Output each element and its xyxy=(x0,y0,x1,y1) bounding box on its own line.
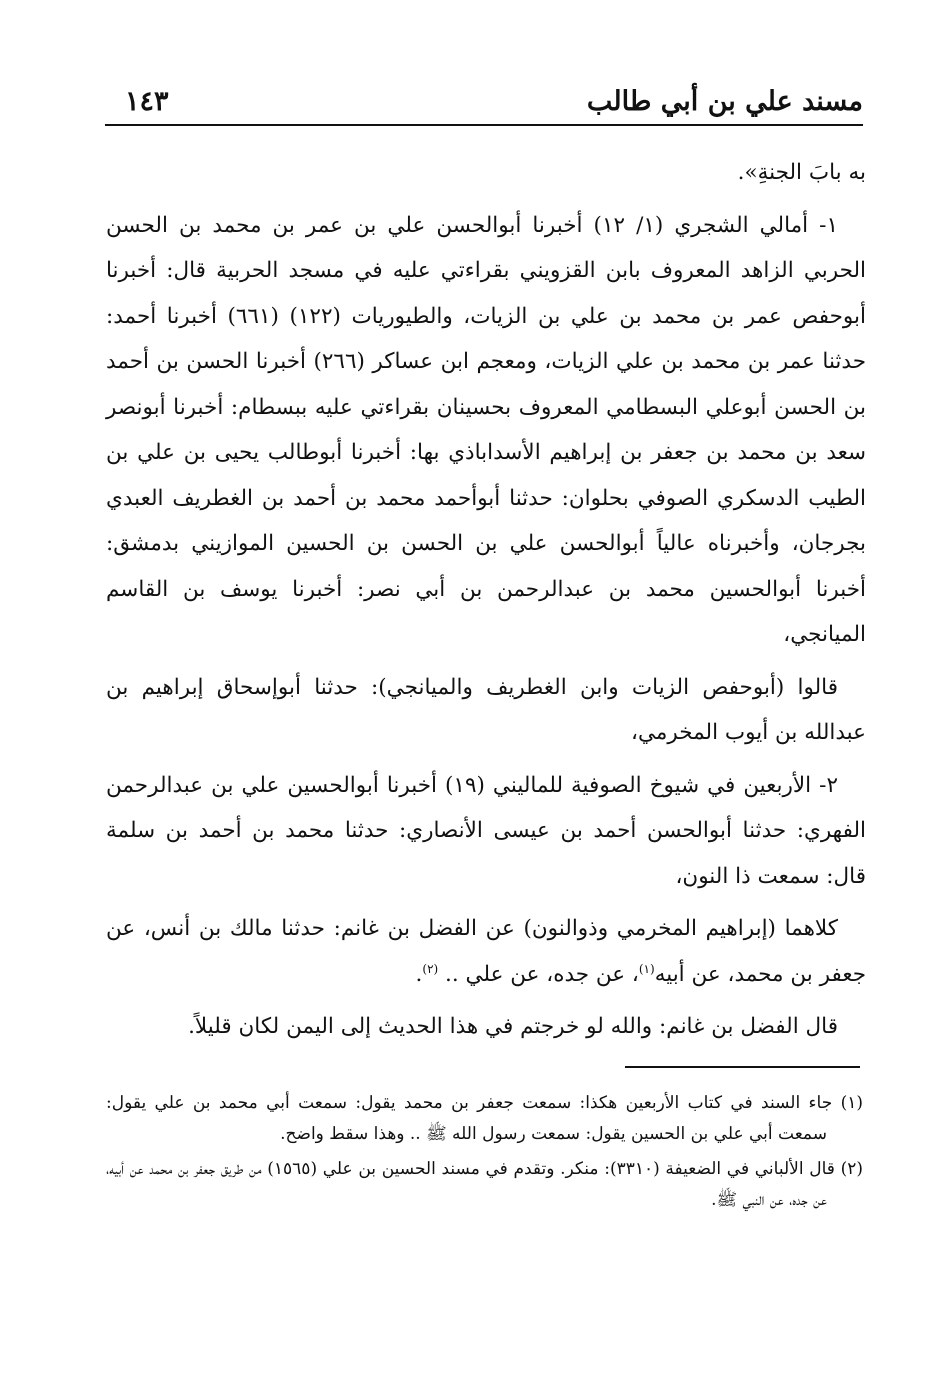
running-header xyxy=(105,84,863,126)
hadith-text-b: ، عن جده، عن علي .. xyxy=(438,961,639,987)
paragraph-chain-merge: قالوا (أبوحفص الزيات وابن الغطريف والميانجي): حدثنا أبوإسحاق إبراهيم بن عبدالله بن أيوب المخرمي، xyxy=(106,674,866,745)
main-text xyxy=(106,150,866,1057)
hadith-text-c: . xyxy=(415,961,423,987)
footnote-1: (١) جاء السند في كتاب الأربعين هكذا: سمعت جعفر بن محمد يقول: سمعت أبي محمد بن علي يقول: سمعت أبي علي بن الحسين يقول: سمعت رسول الله ﷺ .. وهذا سقط واضح. xyxy=(106,1093,863,1144)
page-number: ١٤٣ xyxy=(125,86,169,117)
paragraph-continuation: به بابَ الجنةِ». xyxy=(737,160,866,185)
paragraph-source-1: ١- أمالي الشجري (١/ ١٢) أخبرنا أبوالحسن علي بن عمر بن محمد بن الحسن الحربي الزاهد المعروف بابن القزويني بقراءتي عليه في مسجد الحربية قال: أخبرنا أبوحفص عمر بن محمد بن علي بن الزيات، والطيوريات (١٢٢) (٦٦١) أخبرنا أحمد: حدثنا عمر بن محمد بن علي الزيات، ومعجم ابن عساكر (٢٦٦) أخبرنا الحسن بن أحمد بن الحسن أبوعلي البسطامي المعروف بحسينان بقراءتي عليه ببسطام: أخبرنا أبونصر سعد بن محمد بن جعفر بن إبراهيم الأسداباذي بها: أخبرنا أبوطالب يحيى بن علي بن الطيب الدسكري الصوفي بحلوان: حدثنا أبوأحمد محمد بن أحمد بن الغطريف العبدي بجرجان، وأخبرناه عالياً أبوالحسن علي بن الحسن بن الحسين الموازيني بدمشق: أخبرنا أبوالحسين محمد بن عبدالرحمن بن أبي نصر: أخبرنا يوسف بن القاسم الميانجي، xyxy=(106,212,866,647)
hadith-text-a: كلاهما (إبراهيم المخرمي وذوالنون) عن الفضل بن غانم: حدثنا مالك بن أنس، عن جعفر بن محمد، عن أبيه xyxy=(106,916,866,987)
paragraph-source-2: ٢- الأربعين في شيوخ الصوفية للماليني (١٩) أخبرنا أبوالحسين علي بن عبدالرحمن الفهري: حدثنا أبوالحسن أحمد بن عيسى الأنصاري: حدثنا محمد بن أحمد بن سلمة قال: سمعت ذا النون، xyxy=(106,772,866,889)
footnote-ref-1[interactable]: (١) xyxy=(638,961,655,976)
footnote-2: (٢) قال الألباني في الضعيفة (٣٣١٠): منكر. وتقدم في مسند الحسين بن علي (١٥٦٥) من طريق جعفر بن محمد عن أبيه، عن جده، عن النبي ﷺ. xyxy=(106,1159,863,1210)
footnote-separator xyxy=(625,1066,860,1068)
paragraph-hadith xyxy=(106,906,866,997)
footnotes xyxy=(106,1088,863,1220)
footnote-ref-2[interactable]: (٢) xyxy=(422,961,439,976)
book-title: مسند علي بن أبي طالب xyxy=(586,86,863,117)
paragraph-comment: قال الفضل بن غانم: والله لو خرجتم في هذا الحديث إلى اليمن لكان قليلاً. xyxy=(188,1014,838,1039)
